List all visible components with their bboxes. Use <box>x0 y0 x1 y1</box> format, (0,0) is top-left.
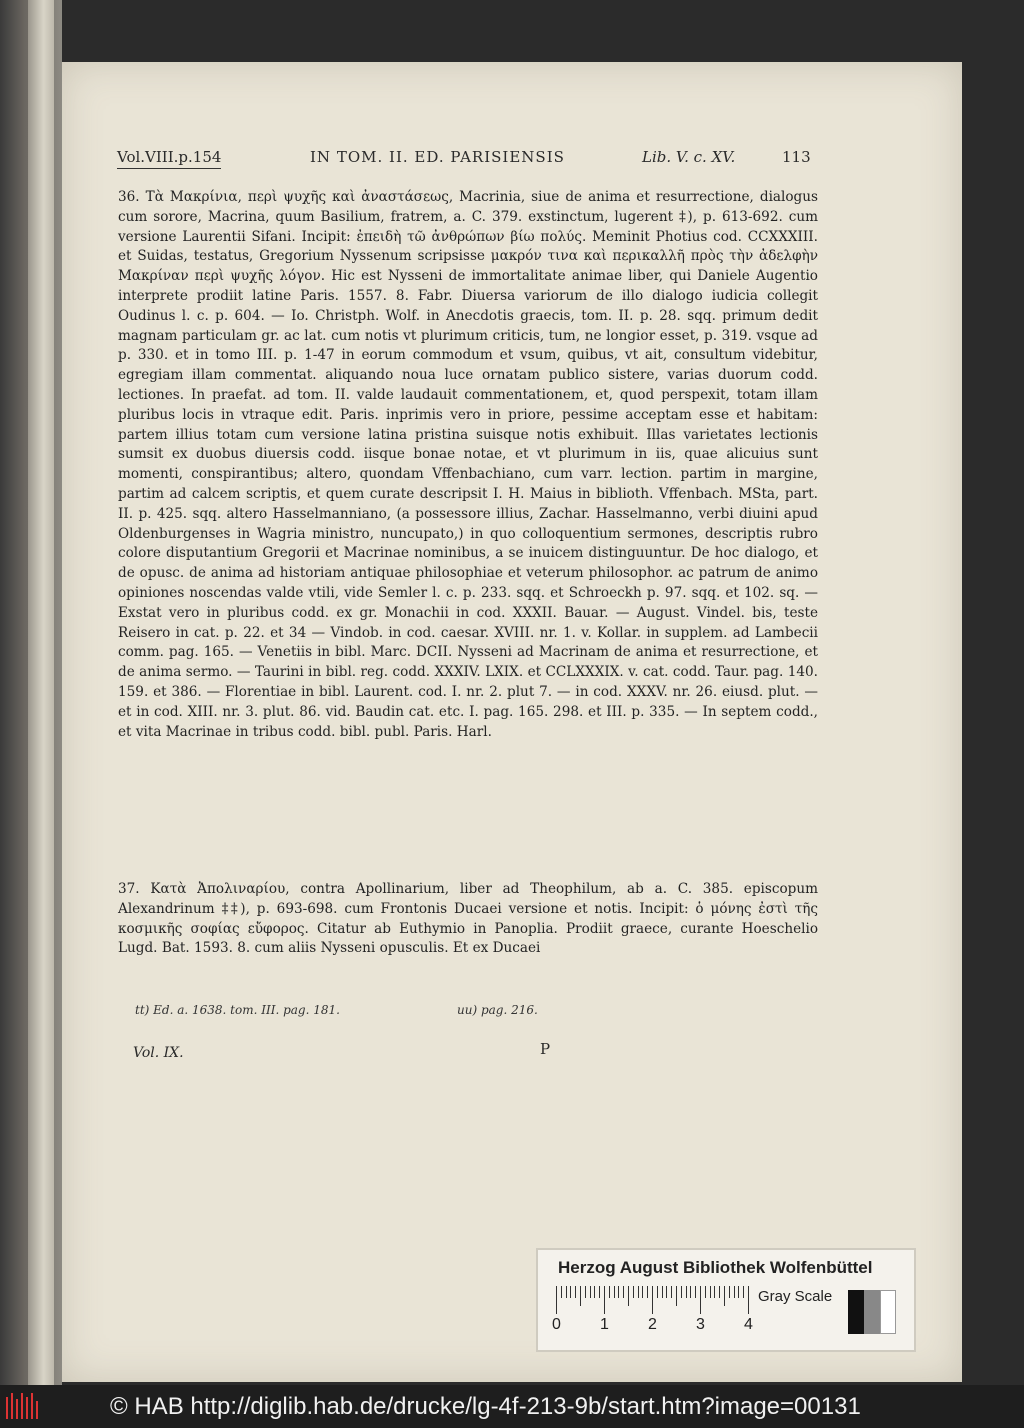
ruler-tick <box>719 1286 720 1298</box>
library-color-label <box>536 1248 916 1352</box>
ruler-tick <box>666 1286 667 1298</box>
ruler-tick <box>590 1286 591 1298</box>
ruler-tick <box>609 1286 610 1298</box>
cm-ruler <box>556 1286 764 1316</box>
entry-36 <box>118 188 818 742</box>
ruler-tick <box>714 1286 715 1298</box>
copyright-url: © HAB http://diglib.hab.de/drucke/lg-4f-213-9b/start.htm?image=00131 <box>110 1393 861 1420</box>
ruler-tick <box>671 1286 672 1298</box>
ruler-tick <box>599 1286 600 1298</box>
ruler-tick <box>690 1286 691 1298</box>
ruler-tick <box>570 1286 571 1298</box>
ruler-tick <box>594 1286 595 1298</box>
ruler-tick <box>618 1286 619 1298</box>
library-name: Herzog August Bibliothek Wolfenbüttel <box>558 1258 873 1277</box>
ruler-number: 3 <box>696 1316 705 1333</box>
ruler-number: 0 <box>552 1316 561 1333</box>
gray-swatch-mid <box>864 1290 880 1334</box>
header-title: IN TOM. II. ED. PARISIENSIS <box>310 148 565 166</box>
ruler-number: 1 <box>600 1316 609 1333</box>
ruler-tick <box>638 1286 639 1298</box>
ruler-tick <box>556 1286 557 1314</box>
ruler-tick <box>700 1286 701 1314</box>
header-book-chapter: Lib. V. c. XV. <box>642 148 736 166</box>
gray-scale-label: Gray Scale <box>758 1288 833 1305</box>
ruler-tick <box>686 1286 687 1298</box>
entry-37 <box>118 880 818 959</box>
footnote-uu: uu) pag. 216. <box>457 1003 538 1017</box>
ruler-tick <box>585 1286 586 1298</box>
ruler-number: 2 <box>648 1316 657 1333</box>
footer-bar <box>0 1385 1024 1428</box>
ruler-tick <box>604 1286 605 1314</box>
ruler-tick <box>676 1286 677 1306</box>
entry-number: 36. <box>118 189 140 205</box>
signature-volume: Vol. IX. <box>133 1045 184 1061</box>
gray-swatch-white <box>880 1290 896 1334</box>
ruler-tick <box>652 1286 653 1314</box>
ruler-tick <box>561 1286 562 1298</box>
ruler-tick <box>738 1286 739 1298</box>
ruler-tick <box>748 1286 749 1314</box>
ruler-tick <box>681 1286 682 1298</box>
ruler-tick <box>580 1286 581 1306</box>
ruler-tick <box>724 1286 725 1306</box>
hab-logo-icon <box>6 1393 40 1419</box>
ruler-tick <box>657 1286 658 1298</box>
ruler-numbers <box>552 1316 772 1336</box>
entry-number: 37. <box>118 881 140 897</box>
footnote-tt: tt) Ed. a. 1638. tom. III. pag. 181. <box>135 1003 340 1017</box>
ruler-tick <box>623 1286 624 1298</box>
ruler-tick <box>642 1286 643 1298</box>
ruler-tick <box>575 1286 576 1298</box>
ruler-tick <box>647 1286 648 1298</box>
ruler-number: 4 <box>744 1316 753 1333</box>
ruler-tick <box>614 1286 615 1298</box>
facing-page-edge <box>28 0 54 1385</box>
ruler-tick <box>734 1286 735 1298</box>
ruler-tick <box>633 1286 634 1298</box>
ruler-tick <box>566 1286 567 1298</box>
header-underline <box>117 168 221 169</box>
signature-mark: P <box>540 1040 551 1058</box>
ruler-tick <box>662 1286 663 1298</box>
ruler-tick <box>743 1286 744 1298</box>
ruler-tick <box>628 1286 629 1306</box>
entry-text: Κατὰ Ἀπολιναρίου, contra Apollinarium, liber ad Theophilum, ab a. C. 385. episcopum Alexandrinum ‡‡), p. 693-698. cum Frontonis Ducaei versione et notis. Incipit: ὁ μόνης ἐστὶ τῆς κοσμικῆς σοφίας εὔφορος. Citatur ab Euthymio in Panoplia. Prodiit graece, curante Hoeschelio Lugd. Bat. 1593. 8. cum aliis Nysseni opusculis. Et ex Ducaei <box>118 881 819 957</box>
ruler-tick <box>695 1286 696 1298</box>
ruler-tick <box>705 1286 706 1298</box>
entry-text: Τὰ Μακρίνια, περὶ ψυχῆς καὶ ἀναστάσεως, Macrinia, siue de anima et resurrectione, dialogus cum sorore, Macrina, quum Basilium, fratrem, a. C. 379. exstinctum, lugerent ‡), p. 613-692. cum versione Laurentii Sifani. Incipit: ἐπειδὴ τῶ ἀνθρώπων βίω πολύς. Meminit Photius cod. CCXXXIII. et Suidas, testatus, Gregorium Nyssenum scripsisse μακρόν τινα καὶ περικαλλῆ πρὸς τὴν ἀδελφὴν Μακρίναν περὶ ψυχῆς λόγον. Hic est Nysseni de immortalitate animae liber, qui Daniele Augentio interprete prodiit latine Paris. 1557. 8. Fabr. Diuersa variorum de illo dialogo iudicia collegit Oudinus l. c. p. 604. — Io. Christph. Wolf. in Anecdotis graecis, tom. II. p. 28. sqq. primum dedit magnam particulam gr. ac lat. cum notis vt plurimum criticis, tum, ne longior esset, p. 319. vsque ad p. 330. et in tomo III. p. 1-47 in eorum commodum et vsum, quibus, vt ait, consultum videbitur, egregiam illam commentat. aliquando noua luce ornatam publico sistere, varias duorum codd. lectiones. In praefat. ad tom. II. valde laudauit commentationem, et, quod perspexit, totam illam pluribus locis in vtraque edit. Paris. inprimis vero in priore, pessime acceptam esse et habitam: partem illius totam cum versione latina pristina suisque notis exhibuit. Illas varietates lectionis sumsit ex duobus diuersis codd. iisque bonae notae, et vt plurimum in iis, quae alicuius sunt momenti, conspirantibus; altero, quondam Vffenbachiano, cum varr. lection. partim in margine, partim ad calcem scriptis, et quem curate descripsit I. H. Maius in biblioth. Vffenbach. MSta, part. II. p. 425. sqq. altero Hasselmanniano, (a possessore illius, Zachar. Hasselmanno, verbi diuini apud Oldenburgenses in Wagria ministro, nuncupato,) in quo colloquentium sermones, descriptis rubro colore disputantium Gregorii et Macrinae nominibus, a se inuicem distinguuntur. De hoc dialogo, et de opusc. de anima ad historiam antiquae philosophiae et veterum philosophor. ac patrum de animo opiniones noscendas valde vtili, vide Semler l. c. p. 233. sqq. et Schroeckh p. 97. sqq. et 102. sq. — Exstat vero in pluribus codd. ex gr. Monachii in cod. XXXII. Bauar. — August. Vindel. bis, teste Reisero in cat. p. 22. et 34 — Vindob. in cod. caesar. XVIII. nr. 1. v. Kollar. in supplem. ad Lambecii comm. pag. 165. — Venetiis in bibl. Marc. DCII. Nysseni ad Macrinam de anima et resurrectione, et de anima sermo. — Taurini in bibl. reg. codd. XXXIV. LXIX. et CCLXXXIX. v. cat. codd. Taur. pag. 140. 159. et 386. — Florentiae in bibl. Laurent. cod. I. nr. 2. plut 7. — in cod. XXXV. nr. 26. eiusd. plut. — et in cod. XIII. nr. 3. plut. 86. vid. Baudin cat. etc. I. pag. 165. 298. et III. p. 335. — In septem codd., et vita Macrinae in tribus codd. bibl. publ. Paris. Harl. <box>118 189 818 740</box>
gray-swatch-black <box>848 1290 864 1334</box>
ruler-tick <box>729 1286 730 1298</box>
page-number: 113 <box>782 148 811 166</box>
header-volume-ref: Vol.VIII.p.154 <box>117 148 222 166</box>
running-header <box>117 148 817 170</box>
ruler-tick <box>710 1286 711 1298</box>
